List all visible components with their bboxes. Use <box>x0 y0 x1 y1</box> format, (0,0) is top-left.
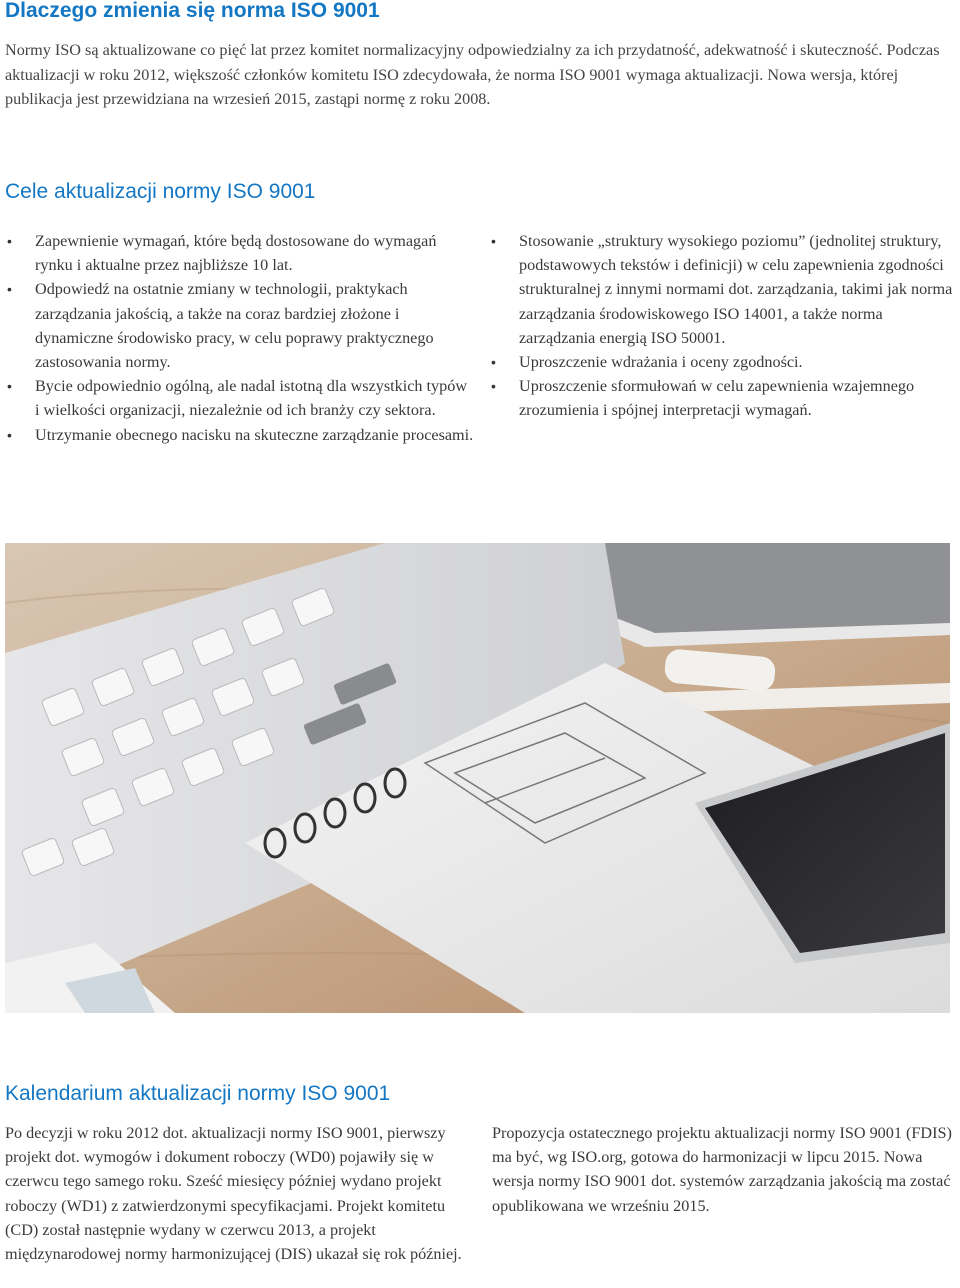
list-item: • Odpowiedź na ostatnie zmiany w technologii, praktykach zarządzania jakością, a także na coraz bardziej złożone i dynamiczne środowisko pracy, w celu poprawy praktycznego zastosowania normy. <box>5 277 475 374</box>
list-item: • Stosowanie „struktury wysokiego poziomu” (jednolitej struktury, podstawowych tekstów i definicji) w celu zapewnienia zgodności strukturalnej z innymi normami dot. zarządzania, takimi jak norma zarządzania środowiskowego ISO 14001, a także norma zarządzania energią ISO 50001. <box>489 229 955 350</box>
section-title-calendar: Kalendarium aktualizacji normy ISO 9001 <box>5 1082 391 1105</box>
list-item: • Uproszczenie sformułowań w celu zapewnienia wzajemnego zrozumienia i spójnej interpretacji wymagań. <box>489 374 955 422</box>
calendar-paragraph-right: Propozycja ostatecznego projektu aktualizacji normy ISO 9001 (FDIS) ma być, wg ISO.org, gotowa do harmonizacji w lipcu 2015. Nowa wersja normy ISO 9001 dot. systemów zarządzania jakością ma zostać opublikowana we wrześniu 2015. <box>492 1124 952 1215</box>
list-item: • Utrzymanie obecnego nacisku na skuteczne zarządzanie procesami. <box>5 423 475 447</box>
intro-paragraph: Normy ISO są aktualizowane co pięć lat przez komitet normalizacyjny odpowiedzialny za ich przydatność, adekwatność i skuteczność. Podczas aktualizacji w roku 2012, większość członków komitetu ISO zdecydowała, że norma ISO 9001 wymaga aktualizacji. Nowa wersja, której publikacja jest przewidziana na wrzesień 2015, zastąpi normę z roku 2008. <box>5 41 940 108</box>
goals-list-left <box>5 229 475 447</box>
list-item: • Bycie odpowiednio ogólną, ale nadal istotną dla wszystkich typów i wielkości organizacji, niezależnie od ich branży czy sektora. <box>5 374 475 422</box>
list-item: • Uproszczenie wdrażania i oceny zgodności. <box>489 350 955 374</box>
list-item: • Zapewnienie wymagań, które będą dostosowane do wymagań rynku i aktualne przez najbliższe 10 lat. <box>5 229 475 277</box>
keyboard-notebook-phone-photo <box>5 543 950 1013</box>
section-title-goals: Cele aktualizacji normy ISO 9001 <box>5 180 316 203</box>
goals-list-right <box>489 229 955 423</box>
calendar-paragraph-left: Po decyzji w roku 2012 dot. aktualizacji normy ISO 9001, pierwszy projekt dot. wymogów i dokument roboczy (WD0) pojawiły się w czerwcu tego samego roku. Sześć miesięcy później wydano projekt roboczy (WD1) z zatwierdzonymi specyfikacjami. Projekt komitetu (CD) został następnie wydany w czerwcu 2013, a projekt międzynarodowej normy harmonizującej (DIS) ukazał się rok później. <box>5 1124 462 1264</box>
section-title-why: Dlaczego zmienia się norma ISO 9001 <box>5 0 380 22</box>
